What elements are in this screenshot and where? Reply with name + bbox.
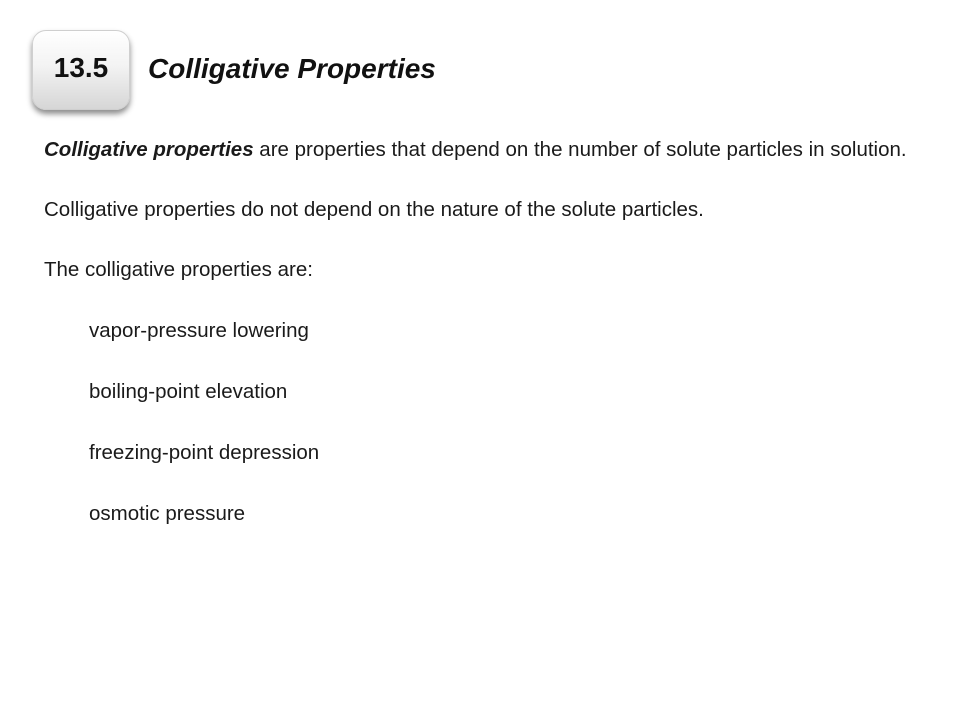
property-list bbox=[44, 316, 924, 529]
list-item-osmotic-pressure: osmotic pressure bbox=[89, 502, 246, 525]
page-title: Colligative Properties bbox=[148, 53, 436, 84]
list-item-boiling-point-elevation: boiling-point elevation bbox=[89, 380, 288, 403]
definition-paragraph bbox=[44, 135, 924, 165]
section-number: 13.5 bbox=[53, 52, 109, 83]
section-badge bbox=[32, 30, 130, 110]
definition-text: are properties that depend on the number of solute particles in solution. bbox=[253, 138, 907, 161]
list-intro: The colligative properties are: bbox=[44, 258, 313, 281]
list-item-vapor-pressure-lowering: vapor-pressure lowering bbox=[89, 319, 309, 342]
nature-statement: Colligative properties do not depend on the nature of the solute particles. bbox=[44, 198, 704, 221]
defined-term: Colligative properties bbox=[44, 138, 254, 161]
list-item-freezing-point-depression: freezing-point depression bbox=[89, 441, 320, 464]
slide-content bbox=[44, 135, 924, 529]
